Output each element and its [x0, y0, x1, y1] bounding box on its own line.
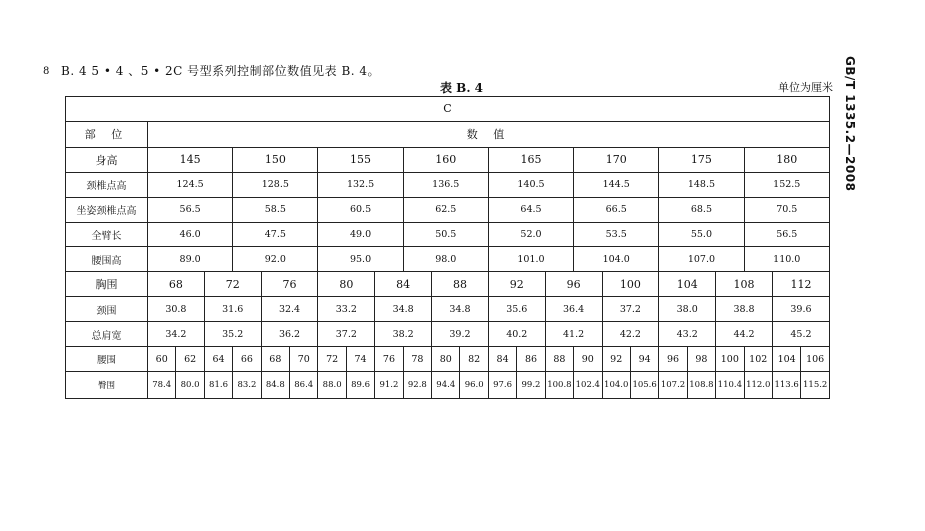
table-row [66, 222, 830, 247]
table-cell: 99.2 [517, 372, 545, 399]
table-cell: 100 [602, 272, 659, 297]
standard-code: GB/T 1335.2—2008 [843, 56, 857, 192]
table-cell: 43.2 [659, 322, 716, 347]
table-caption: 表 B. 4 [440, 81, 484, 95]
section-heading: B. 4 5 • 4 、5 • 2C 号型系列控制部位数值见表 B. 4。 [61, 64, 381, 78]
table-cell: 170 [574, 147, 659, 172]
table-cell: 110.4 [716, 372, 744, 399]
chest-group-rows [66, 272, 830, 347]
table-cell: 37.2 [602, 297, 659, 322]
table-cell: 64 [204, 347, 232, 372]
row-label: 腰围高 [66, 247, 148, 272]
table-cell: 145 [148, 147, 233, 172]
header-values-cell: 数 值 [148, 121, 830, 147]
table-cell: 56.5 [744, 222, 829, 247]
table-cell: 80 [432, 347, 460, 372]
page-number: 8 [43, 66, 50, 77]
table-cell: 50.5 [403, 222, 488, 247]
height-group-rows [66, 147, 830, 272]
row-label: 颈围 [66, 297, 148, 322]
table-cell: 98 [687, 347, 715, 372]
table-cell: 128.5 [233, 172, 318, 197]
table-cell: 64.5 [488, 197, 573, 222]
table-cell: 68 [148, 272, 205, 297]
table-cell: 62 [176, 347, 204, 372]
table-cell: 144.5 [574, 172, 659, 197]
table-row [66, 247, 830, 272]
table-cell: 34.2 [148, 322, 205, 347]
table-cell: 136.5 [403, 172, 488, 197]
table-cell: 39.6 [772, 297, 829, 322]
table-row-waist [66, 347, 830, 372]
table-cell: 66.5 [574, 197, 659, 222]
table-cell: 70 [290, 347, 318, 372]
table-cell: 88 [545, 347, 573, 372]
table-row [66, 197, 830, 222]
table-cell: 36.4 [545, 297, 602, 322]
table-cell: 55.0 [659, 222, 744, 247]
table-cell: 39.2 [432, 322, 489, 347]
table-cell: 62.5 [403, 197, 488, 222]
table-cell: 44.2 [716, 322, 773, 347]
table-cell: 88 [432, 272, 489, 297]
table-row [66, 172, 830, 197]
table-cell: 152.5 [744, 172, 829, 197]
table-row [66, 297, 830, 322]
table-cell: 46.0 [148, 222, 233, 247]
table-cell: 38.2 [375, 322, 432, 347]
row-label: 总肩宽 [66, 322, 148, 347]
table-cell: 96 [545, 272, 602, 297]
table-cell: 92.8 [403, 372, 431, 399]
table-cell: 91.2 [375, 372, 403, 399]
table-cell: 112.0 [744, 372, 772, 399]
table-cell: 132.5 [318, 172, 403, 197]
row-label: 胸围 [66, 272, 148, 297]
row-label: 身高 [66, 147, 148, 172]
table-cell: 49.0 [318, 222, 403, 247]
table-cell: 34.8 [375, 297, 432, 322]
row-label: 臀围 [66, 372, 148, 399]
table-cell: 76 [375, 347, 403, 372]
table-cell: 89.6 [346, 372, 374, 399]
unit-note: 单位为厘米 [778, 81, 833, 94]
table-cell: 102.4 [574, 372, 602, 399]
table-cell: 165 [488, 147, 573, 172]
table-cell: 72 [318, 347, 346, 372]
row-label: 腰围 [66, 347, 148, 372]
table-cell: 60.5 [318, 197, 403, 222]
table-cell: 72 [204, 272, 261, 297]
table-cell: 37.2 [318, 322, 375, 347]
table-cell: 74 [346, 347, 374, 372]
table-cell: 112 [772, 272, 829, 297]
table-cell: 42.2 [602, 322, 659, 347]
table-cell: 56.5 [148, 197, 233, 222]
table-cell: 81.6 [204, 372, 232, 399]
table-cell: 94.4 [432, 372, 460, 399]
header-part-cell: 部 位 [66, 121, 148, 147]
table-body [66, 97, 830, 148]
table-row [66, 272, 830, 297]
table-cell: 110.0 [744, 247, 829, 272]
row-label: 全臂长 [66, 222, 148, 247]
table-cell: 70.5 [744, 197, 829, 222]
table-cell: 107.2 [659, 372, 687, 399]
table-cell: 32.4 [261, 297, 318, 322]
row-label: 颈椎点高 [66, 172, 148, 197]
table-cell: 100 [716, 347, 744, 372]
table-cell: 140.5 [488, 172, 573, 197]
table-cell: 84 [488, 347, 516, 372]
table-cell: 104 [659, 272, 716, 297]
table-cell: 88.0 [318, 372, 346, 399]
table-cell: 38.0 [659, 297, 716, 322]
table-cell: 80 [318, 272, 375, 297]
table-cell: 47.5 [233, 222, 318, 247]
table-cell: 124.5 [148, 172, 233, 197]
table-cell: 58.5 [233, 197, 318, 222]
table-cell: 160 [403, 147, 488, 172]
table-cell: 41.2 [545, 322, 602, 347]
table-cell: 175 [659, 147, 744, 172]
table-cell: 78.4 [148, 372, 176, 399]
table-cell: 40.2 [488, 322, 545, 347]
table-cell: 96.0 [460, 372, 488, 399]
table-cell: 83.2 [233, 372, 261, 399]
table-cell: 33.2 [318, 297, 375, 322]
table-row [66, 147, 830, 172]
table-cell: 36.2 [261, 322, 318, 347]
category-cell: C [66, 97, 830, 122]
table-cell: 92 [602, 347, 630, 372]
table-cell: 96 [659, 347, 687, 372]
table-cell: 92 [488, 272, 545, 297]
table-cell: 102 [744, 347, 772, 372]
waist-hip-rows [66, 347, 830, 399]
table-cell: 95.0 [318, 247, 403, 272]
table-cell: 31.6 [204, 297, 261, 322]
table-cell: 106 [801, 347, 830, 372]
header-row [66, 121, 830, 147]
table-cell: 92.0 [233, 247, 318, 272]
table-cell: 30.8 [148, 297, 205, 322]
table-cell: 68.5 [659, 197, 744, 222]
table-row-hip [66, 372, 830, 399]
table-row [66, 322, 830, 347]
table-cell: 35.2 [204, 322, 261, 347]
table-cell: 52.0 [488, 222, 573, 247]
category-row [66, 97, 830, 122]
table-cell: 60 [148, 347, 176, 372]
table-cell: 45.2 [772, 322, 829, 347]
table-cell: 68 [261, 347, 289, 372]
table-cell: 66 [233, 347, 261, 372]
table-cell: 148.5 [659, 172, 744, 197]
table-cell: 78 [403, 347, 431, 372]
table-cell: 84 [375, 272, 432, 297]
table-cell: 34.8 [432, 297, 489, 322]
table-cell: 104.0 [574, 247, 659, 272]
table-cell: 104 [772, 347, 800, 372]
table-cell: 108 [716, 272, 773, 297]
table-cell: 108.8 [687, 372, 715, 399]
table-cell: 53.5 [574, 222, 659, 247]
table-cell: 100.8 [545, 372, 573, 399]
table-cell: 86.4 [290, 372, 318, 399]
table-cell: 97.6 [488, 372, 516, 399]
table-cell: 82 [460, 347, 488, 372]
table-cell: 150 [233, 147, 318, 172]
table-cell: 80.0 [176, 372, 204, 399]
table-cell: 38.8 [716, 297, 773, 322]
table-cell: 86 [517, 347, 545, 372]
table-cell: 35.6 [488, 297, 545, 322]
table-cell: 98.0 [403, 247, 488, 272]
table-cell: 90 [574, 347, 602, 372]
table-cell: 115.2 [801, 372, 830, 399]
table-cell: 84.8 [261, 372, 289, 399]
table-cell: 94 [630, 347, 658, 372]
table-cell: 104.0 [602, 372, 630, 399]
table-cell: 105.6 [630, 372, 658, 399]
table-cell: 76 [261, 272, 318, 297]
table-cell: 155 [318, 147, 403, 172]
table-cell: 113.6 [772, 372, 800, 399]
table-cell: 89.0 [148, 247, 233, 272]
size-control-table [65, 96, 830, 399]
table-cell: 180 [744, 147, 829, 172]
row-label: 坐姿颈椎点高 [66, 197, 148, 222]
table-cell: 107.0 [659, 247, 744, 272]
table-cell: 101.0 [488, 247, 573, 272]
